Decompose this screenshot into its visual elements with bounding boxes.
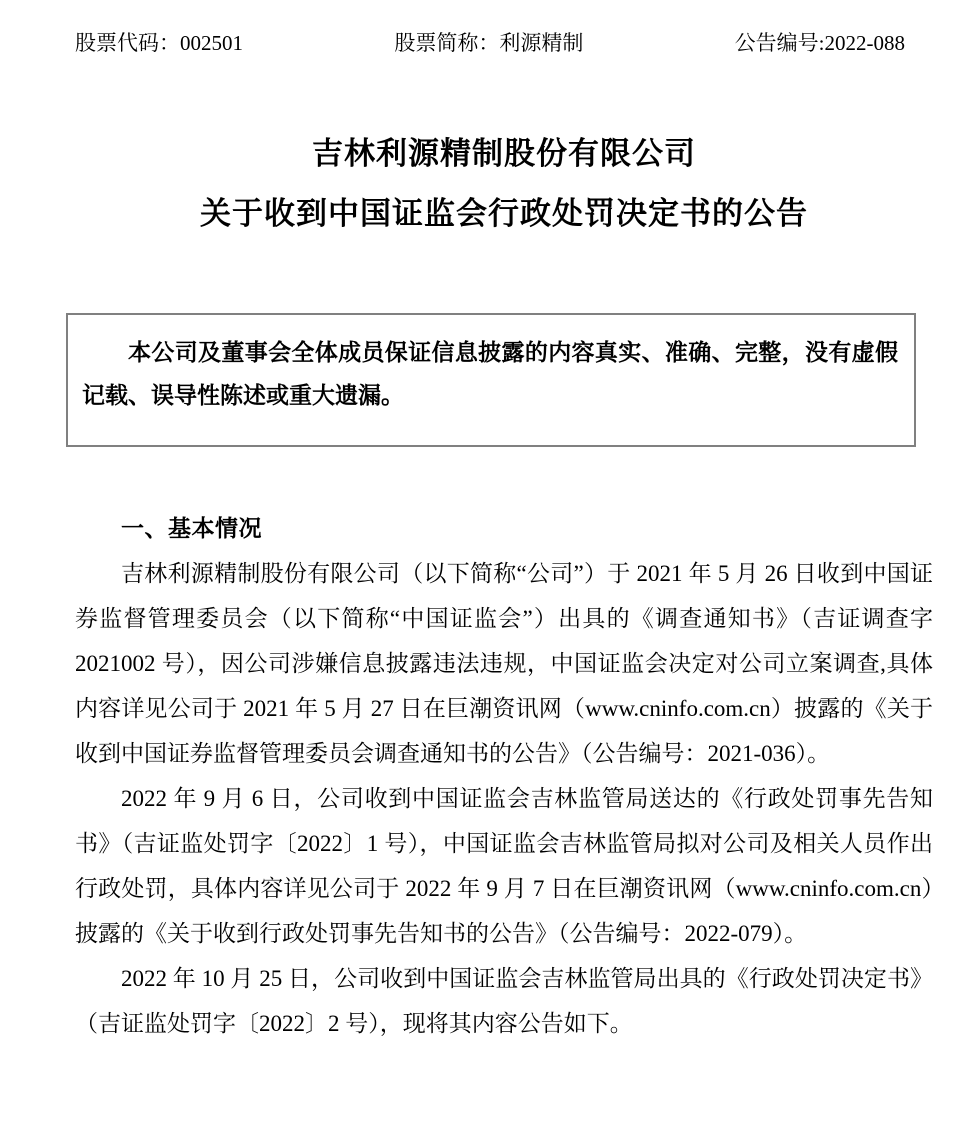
stock-code (75, 30, 243, 56)
document-title-line-2: 关于收到中国证监会行政处罚决定书的公告 (200, 196, 808, 231)
disclaimer-text: 本公司及董事会全体成员保证信息披露的内容真实、准确、完整，没有虚假记载、误导性陈述或重大遗漏。 (82, 340, 898, 408)
announcement-number-value: 2022-088 (824, 31, 905, 55)
document-title (0, 124, 960, 244)
disclaimer-box (66, 313, 916, 447)
stock-name-value: 利源精制 (499, 31, 584, 55)
announcement-number (735, 30, 905, 56)
stock-name-label: 股票简称： (394, 31, 500, 55)
announcement-number-label: 公告编号: (734, 31, 825, 55)
stock-code-value: 002501 (180, 31, 243, 55)
body-paragraph-1: 吉林利源精制股份有限公司（以下简称“公司”）于 2021 年 5 月 26 日收到中国证券监督管理委员会（以下简称“中国证监会”）出具的《调查通知书》（吉证调查字 2021002 号），因公司涉嫌信息披露违法违规，中国证监会决定对公司立案调查,具体内容详见公司于 2021 年 5 月 27 日在巨潮资讯网（www.cninfo.com.cn）披露的《关于收到中国证券监督管理委员会调查通知书的公告》（公告编号：2021-036）。 (75, 561, 933, 766)
document-title-line-1: 吉林利源精制股份有限公司 (312, 136, 696, 171)
document-meta-row (0, 0, 960, 56)
section-heading-basic-situation: 一、基本情况 (121, 515, 262, 541)
stock-code-label: 股票代码： (75, 31, 180, 55)
document-body (0, 506, 960, 1046)
body-paragraph-3: 2022 年 10 月 25 日，公司收到中国证监会吉林监管局出具的《行政处罚决定书》（吉证监处罚字〔2022〕2 号），现将其内容公告如下。 (75, 966, 933, 1036)
body-paragraph-2: 2022 年 9 月 6 日，公司收到中国证监会吉林监管局送达的《行政处罚事先告知书》（吉证监处罚字〔2022〕1 号），中国证监会吉林监管局拟对公司及相关人员作出行政处罚，具体内容详见公司于 2022 年 9 月 7 日在巨潮资讯网（www.cninfo.com.cn）披露的《关于收到行政处罚事先告知书的公告》（公告编号：2022-079）。 (75, 786, 933, 946)
stock-name (394, 30, 583, 56)
